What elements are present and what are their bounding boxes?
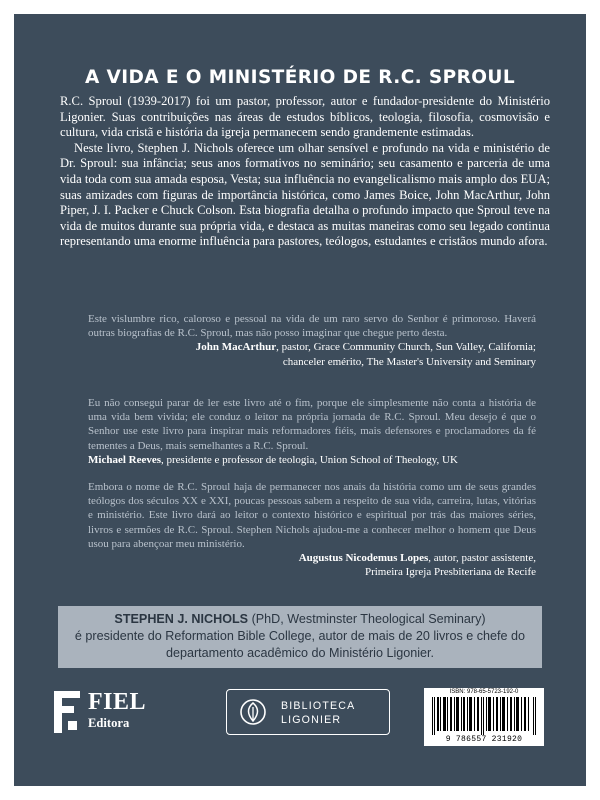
endorser-role: , pastor, Grace Community Church, Sun Valley, California; bbox=[276, 341, 536, 354]
author-name: STEPHEN J. NICHOLS bbox=[114, 612, 249, 626]
endorsement-quote: Este vislumbre rico, caloroso e pessoal na vida de um raro servo do Senhor é primoroso. Haverá outras biografias de R.C. Sproul, mas não posso imaginar que chegue perto desta. bbox=[88, 313, 536, 340]
book-title: A VIDA E O MINISTÉRIO DE R.C. SPROUL bbox=[84, 67, 516, 88]
endorser-name: Michael Reeves bbox=[88, 453, 161, 466]
endorsement-quote: Eu não consegui parar de ler este livro até o fim, porque ele simplesmente não conta a história de uma vida bem vivida; ele conduz o leitor na própria jornada de R.C. Sproul. Meu desejo é que o Senhor use este livro para inspirar mais reformadores fiéis, mais defensores e proclamadores da fé tementes a Deus, mais semelhantes a R.C. Sproul. bbox=[88, 397, 536, 452]
endorser-role: , autor, pastor assistente, bbox=[428, 552, 536, 565]
publisher-subtitle: Editora bbox=[88, 716, 130, 730]
synopsis-paragraph-2: Neste livro, Stephen J. Nichols oferece um olhar sensível e profundo na vida e ministério de Dr. Sproul: sua infância; seus anos formativos no seminário; seu casamento e parceria de uma vida toda com sua amada esposa, Vesta; sua influência no evangelicalismo mais amplo dos EUA; suas amizades com figuras de importância histórica, como James Boice, John MacArthur, John Piper, J. I. Packer e Chuck Colson. Esta biografia detalha o profundo impacto que Sproul teve na vida de muitos durante sua própria vida, e destaca as muitas maneiras como seu legado continua representando uma enorme influência para pastores, teólogos, estudantes e cristãos mundo afora. bbox=[60, 140, 550, 249]
endorsement-reeves bbox=[88, 396, 536, 467]
endorsement-attribution bbox=[88, 551, 536, 565]
endorsement-macarthur bbox=[88, 312, 536, 369]
endorser-role-line-2: Primeira Igreja Presbiteriana de Recife bbox=[364, 566, 536, 579]
publisher-name: FIEL bbox=[88, 689, 147, 715]
ligonier-line-2: LIGONIER bbox=[281, 714, 342, 726]
barcode-bars-icon bbox=[430, 697, 538, 735]
author-bio-text: é presidente do Reformation Bible College, autor de mais de 20 livros e chefe do departamento acadêmico do Ministério Ligonier. bbox=[74, 629, 526, 660]
ligonier-line-1: BIBLIOTECA bbox=[281, 700, 356, 712]
barcode bbox=[424, 688, 544, 746]
isbn-number: 9 786557 231920 bbox=[445, 735, 523, 744]
isbn-label: ISBN: 978-65-5723-192-0 bbox=[449, 689, 519, 695]
endorsement-attribution bbox=[88, 453, 536, 467]
fiel-logo bbox=[54, 691, 194, 735]
author-credentials: (PhD, Westminster Theological Seminary) bbox=[248, 612, 486, 626]
endorsement-attribution bbox=[88, 340, 536, 354]
synopsis-paragraph-1: R.C. Sproul (1939-2017) foi um pastor, professor, autor e fundador-presidente do Ministério Ligonier. Suas contribuições nas áreas de estudos bíblicos, teologia, filosofia, cosmovisão e cultura, vida cristã e história da igreja permanecem sendo grandemente estimadas. bbox=[60, 94, 550, 140]
ligonier-label bbox=[281, 699, 355, 727]
ligonier-leaf-icon bbox=[240, 699, 266, 725]
fiel-logo-mark-icon bbox=[54, 691, 82, 733]
endorser-role-line-2: chanceler emérito, The Master's University and Seminary bbox=[282, 355, 536, 368]
synopsis bbox=[60, 94, 550, 250]
endorser-name: John MacArthur bbox=[195, 341, 277, 354]
biblioteca-ligonier-logo bbox=[226, 689, 390, 735]
endorsement-lopes bbox=[88, 480, 536, 579]
endorser-name: Augustus Nicodemus Lopes bbox=[298, 552, 429, 565]
author-bio-box bbox=[58, 606, 542, 668]
endorsement-quote: Embora o nome de R.C. Sproul haja de permanecer nos anais da história como um de seus grandes teólogos dos séculos XX e XXI, poucas pessoas sabem a respeito de sua vida, carreira, lutas, vitórias e ministério. Este livro dará ao leitor o contexto histórico e espiritual por trás das maiores séries, livros e sermões de R.C. Sproul. Stephen Nichols ajudou-me a conhecer melhor o homem que Deus usou para abençoar meu ministério. bbox=[88, 481, 536, 550]
author-bio bbox=[58, 606, 542, 662]
endorser-role: , presidente e professor de teologia, Union School of Theology, UK bbox=[161, 453, 458, 466]
back-cover bbox=[14, 14, 586, 786]
